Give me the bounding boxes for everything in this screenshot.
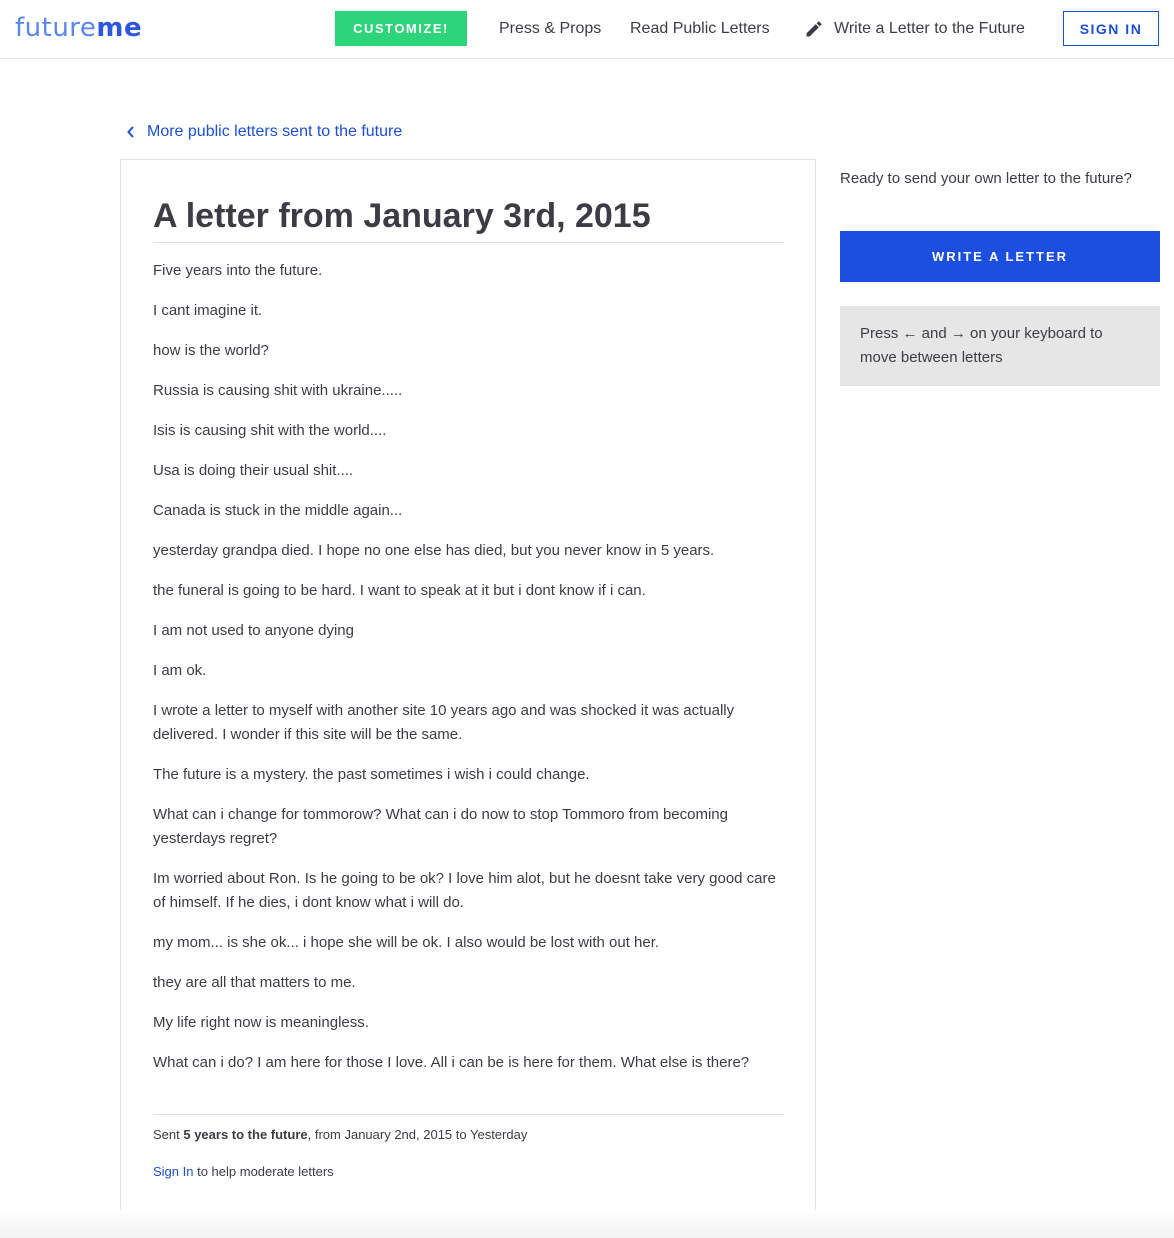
letter-paragraph: My life right now is meaningless.: [153, 1014, 369, 1031]
letter-paragraph: I am not used to anyone dying: [153, 622, 354, 639]
letter-paragraph: yesterday grandpa died. I hope no one else has died, but you never know in 5 years.: [153, 542, 715, 559]
site-header: [0, 0, 1174, 59]
back-link-label: More public letters sent to the future: [147, 123, 403, 140]
letter-paragraph: my mom... is she ok... i hope she will be ok. I also would be lost with out her.: [153, 934, 660, 951]
letter-paragraph: I am ok.: [153, 662, 207, 679]
letter-paragraph: Usa is doing their usual shit....: [153, 462, 354, 479]
letter-paragraph: What can i do? I am here for those I love. All i can be is here for them. What else is there?: [153, 1054, 750, 1071]
futureme-logo[interactable]: [15, 13, 142, 43]
nav-press-and-props[interactable]: Press & Props: [499, 20, 602, 37]
letter-paragraph: the funeral is going to be hard. I want to speak at it but i dont know if i can.: [153, 582, 646, 599]
sign-in-link[interactable]: Sign In: [153, 1164, 194, 1179]
letter-paragraph: What can i change for tommorow? What can i do now to stop Tommoro from becoming yesterdays regret?: [153, 806, 728, 847]
letter-footer: [153, 1114, 784, 1182]
letter-paragraph: Five years into the future.: [153, 262, 323, 279]
moderate-text: to help moderate letters: [193, 1164, 334, 1179]
logo-future: future: [15, 13, 97, 43]
sent-info: [153, 1125, 784, 1145]
letter-paragraph: Isis is causing shit with the world....: [153, 422, 387, 439]
back-to-public-letters-link[interactable]: [126, 121, 402, 143]
letter-body: [153, 259, 784, 1091]
sent-dates: , from January 2nd, 2015 to Yesterday: [307, 1127, 528, 1142]
write-a-letter-button[interactable]: WRITE A LETTER: [840, 231, 1160, 282]
sent-duration: 5 years to the future: [183, 1127, 308, 1142]
pencil-icon[interactable]: [804, 19, 824, 39]
letter-paragraph: Im worried about Ron. Is he going to be ok? I love him alot, but he doesnt take very good care of himself. If he dies, i dont know what i will do.: [153, 870, 776, 911]
letter-paragraph: I cant imagine it.: [153, 302, 263, 319]
letter-paragraph: The future is a mystery. the past sometimes i wish i could change.: [153, 766, 590, 783]
nav-read-public-letters[interactable]: Read Public Letters: [630, 20, 770, 37]
sidebar-prompt: Ready to send your own letter to the future?: [840, 170, 1132, 187]
letter-paragraph: Canada is stuck in the middle again...: [153, 502, 403, 519]
letter-title: A letter from January 3rd, 2015: [153, 194, 784, 243]
letter-paragraph: Russia is causing shit with ukraine.....: [153, 382, 403, 399]
logo-me: me: [96, 13, 143, 43]
customize-button[interactable]: CUSTOMIZE!: [335, 11, 467, 46]
sign-in-button[interactable]: SIGN IN: [1063, 11, 1159, 46]
letter-card: [120, 159, 816, 1230]
letter-paragraph: they are all that matters to me.: [153, 974, 356, 991]
chevron-left-icon: [126, 126, 136, 138]
letter-paragraph: how is the world?: [153, 342, 269, 359]
sent-prefix: Sent: [153, 1127, 184, 1142]
moderate-note: [153, 1162, 784, 1182]
bottom-fade: [0, 1210, 1174, 1238]
letter-paragraph: I wrote a letter to myself with another site 10 years ago and was shocked it was actually delivered. I wonder if this site will be the same.: [153, 702, 735, 743]
nav-write-letter[interactable]: Write a Letter to the Future: [834, 20, 1025, 37]
keyboard-hint: Press ← and → on your keyboard to move between letters: [840, 306, 1160, 386]
